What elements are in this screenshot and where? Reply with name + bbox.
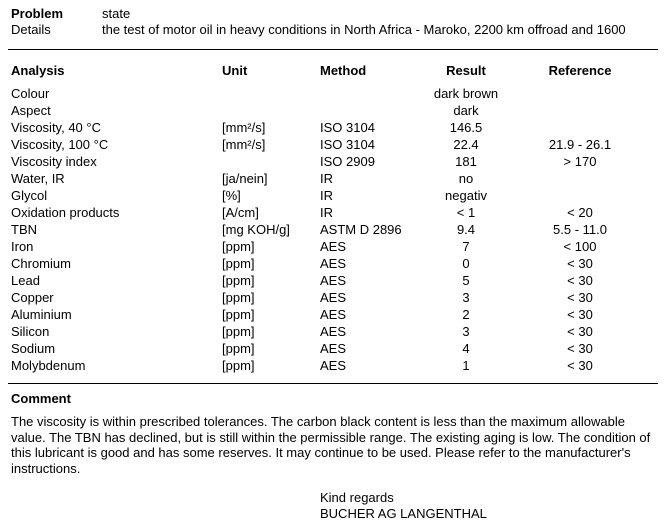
cell-result: 22.4 xyxy=(453,137,479,152)
cell-unit: [mg KOH/g] xyxy=(222,222,290,237)
cell-result: 5 xyxy=(462,273,470,288)
cell-reference: < 30 xyxy=(567,290,593,305)
comment-title: Comment xyxy=(11,391,71,406)
table-row xyxy=(0,222,669,239)
cell-reference: < 20 xyxy=(567,205,593,220)
cell-analysis: Glycol xyxy=(11,188,48,203)
table-row xyxy=(0,137,669,154)
cell-analysis: Molybdenum xyxy=(11,358,86,373)
cell-reference: < 30 xyxy=(567,307,593,322)
cell-method: ISO 3104 xyxy=(320,137,375,152)
cell-method: AES xyxy=(320,290,347,305)
cell-result: dark brown xyxy=(433,86,499,101)
cell-result: 1 xyxy=(462,358,470,373)
cell-method: AES xyxy=(320,256,347,271)
table-row xyxy=(0,239,669,256)
cell-method: AES xyxy=(320,341,347,356)
cell-analysis: Lead xyxy=(11,273,40,288)
signoff-company: BUCHER AG LANGENTHAL xyxy=(320,505,487,521)
cell-method: IR xyxy=(320,188,333,203)
table-row xyxy=(0,256,669,273)
cell-method: AES xyxy=(320,307,347,322)
table-row xyxy=(0,154,669,171)
cell-reference: < 100 xyxy=(563,239,597,254)
table-row xyxy=(0,307,669,324)
cell-unit: [ppm] xyxy=(222,307,255,322)
cell-analysis: Iron xyxy=(11,239,34,254)
cell-result: 4 xyxy=(462,341,470,356)
cell-result: 181 xyxy=(455,154,477,169)
cell-unit: [A/cm] xyxy=(222,205,259,220)
cell-analysis: Oxidation products xyxy=(11,205,120,220)
cell-result: 0 xyxy=(462,256,470,271)
cell-analysis: Water, IR xyxy=(11,171,65,186)
cell-method: AES xyxy=(320,239,347,254)
cell-unit: [ppm] xyxy=(222,324,255,339)
cell-result: 2 xyxy=(462,307,470,322)
cell-reference: < 30 xyxy=(567,324,593,339)
cell-result: 9.4 xyxy=(456,222,476,237)
cell-method: ASTM D 2896 xyxy=(320,222,402,237)
signoff xyxy=(320,490,487,521)
table-row xyxy=(0,324,669,341)
cell-reference: > 170 xyxy=(563,154,597,169)
cell-result: dark xyxy=(453,103,479,118)
cell-analysis: Colour xyxy=(11,86,50,101)
comment-text: The viscosity is within prescribed tolerances. The carbon black content is less than the maximum allowable value. The TBN has declined, but is still within the permissible range. The existing aging is low. The condition of this lubricant is good and has some reserves. It may continue to be used. Please refer to the manufacturer's instructions. xyxy=(11,414,651,476)
cell-analysis: Viscosity, 100 °C xyxy=(11,137,109,152)
cell-unit: [%] xyxy=(222,188,241,203)
problem-label: Problem xyxy=(11,6,64,21)
table-row xyxy=(0,103,669,120)
cell-reference: < 30 xyxy=(567,341,593,356)
header-divider xyxy=(8,49,658,50)
table-header xyxy=(0,63,669,79)
cell-analysis: Aluminium xyxy=(11,307,72,322)
col-header-analysis: Analysis xyxy=(11,63,65,78)
cell-result: no xyxy=(458,171,474,186)
cell-unit: [ppm] xyxy=(222,358,255,373)
problem-value: state xyxy=(102,6,131,21)
cell-unit: [ja/nein] xyxy=(222,171,268,186)
cell-method: IR xyxy=(320,171,333,186)
cell-result: < 1 xyxy=(456,205,476,220)
cell-analysis: Viscosity index xyxy=(11,154,97,169)
cell-reference: < 30 xyxy=(567,256,593,271)
table-row xyxy=(0,341,669,358)
cell-method: AES xyxy=(320,324,347,339)
comment-divider xyxy=(8,383,658,384)
cell-method: ISO 3104 xyxy=(320,120,375,135)
details-value: the test of motor oil in heavy conditions in North Africa - Maroko, 2200 km offroad and 1600 xyxy=(102,22,626,37)
cell-analysis: Silicon xyxy=(11,324,50,339)
cell-unit: [ppm] xyxy=(222,273,255,288)
cell-analysis: Chromium xyxy=(11,256,71,271)
cell-method: AES xyxy=(320,358,347,373)
cell-reference: 21.9 - 26.1 xyxy=(548,137,612,152)
analysis-table-body xyxy=(0,86,669,375)
cell-result: 3 xyxy=(462,324,470,339)
cell-analysis: Viscosity, 40 °C xyxy=(11,120,101,135)
col-header-result: Result xyxy=(446,63,486,78)
table-row xyxy=(0,290,669,307)
cell-result: 146.5 xyxy=(449,120,483,135)
cell-result: 7 xyxy=(462,239,470,254)
table-row xyxy=(0,120,669,137)
cell-reference: 5.5 - 11.0 xyxy=(553,222,607,237)
signoff-greeting: Kind regards xyxy=(320,490,394,505)
col-header-unit: Unit xyxy=(222,63,248,78)
cell-method: IR xyxy=(320,205,333,220)
table-row xyxy=(0,86,669,103)
cell-unit: [mm²/s] xyxy=(222,120,266,135)
table-row xyxy=(0,188,669,205)
cell-analysis: Copper xyxy=(11,290,54,305)
table-row xyxy=(0,273,669,290)
cell-unit: [mm²/s] xyxy=(222,137,266,152)
details-label: Details xyxy=(11,22,51,37)
cell-result: negativ xyxy=(445,188,487,203)
col-header-method: Method xyxy=(320,63,367,78)
cell-unit: [ppm] xyxy=(222,290,255,305)
col-header-reference: Reference xyxy=(548,63,612,78)
cell-unit: [ppm] xyxy=(222,239,255,254)
cell-analysis: Sodium xyxy=(11,341,56,356)
cell-method: ISO 2909 xyxy=(320,154,375,169)
cell-reference: < 30 xyxy=(567,358,593,373)
cell-unit: [ppm] xyxy=(222,341,255,356)
table-row xyxy=(0,171,669,188)
cell-analysis: TBN xyxy=(11,222,37,237)
cell-result: 3 xyxy=(462,290,470,305)
cell-analysis: Aspect xyxy=(11,103,51,118)
cell-unit: [ppm] xyxy=(222,256,255,271)
table-row xyxy=(0,358,669,375)
table-row xyxy=(0,205,669,222)
cell-reference: < 30 xyxy=(567,273,593,288)
cell-method: AES xyxy=(320,273,347,288)
